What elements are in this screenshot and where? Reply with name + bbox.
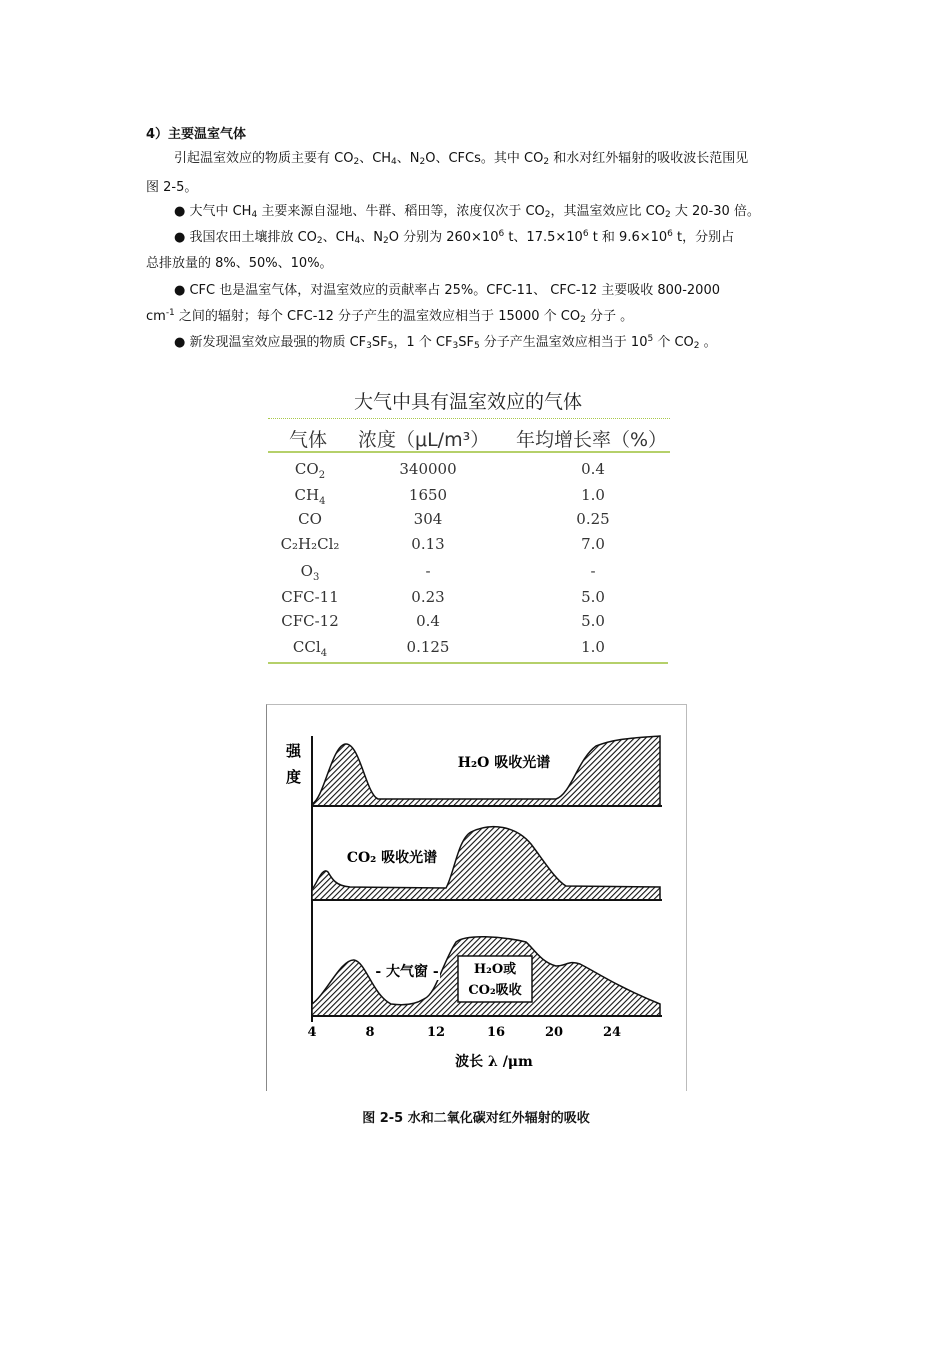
box-label-2: CO₂吸收 [468,983,522,998]
table-cell-growth-rate: 5.0 [581,612,605,630]
x-tick-8: 8 [365,1025,375,1040]
table-cell-growth-rate: 1.0 [581,486,605,504]
table-cell-gas: CFC-11 [281,588,339,606]
table-cell-growth-rate: - [590,562,596,580]
bullet-farmland-emissions-cont: 总排放量的 8%、50%、10%。 [146,256,333,271]
bullet-ch4-sources: ● 大气中 $CH_4$ 主要来源自湿地、牛群、稻田等，浓度仅次于 $CO_2$，其温室效应比 $CO_2$ 大 20-30 倍。 [174,204,760,220]
y-axis-label-2: 度 [286,768,302,786]
x-tick-24: 24 [602,1025,622,1040]
x-tick-20: 20 [544,1025,564,1040]
table-cell-gas: CO [298,510,322,528]
table-cell-concentration: 304 [413,510,443,528]
table-cell-growth-rate: 0.25 [576,510,610,528]
table-cell-gas: $CH_4$ [294,486,326,507]
table-cell-gas: C₂H₂Cl₂ [280,535,340,553]
x-tick-4: 4 [307,1025,317,1040]
x-axis-label: 波长 λ /μm [455,1054,533,1070]
co2-spectrum-label: CO₂ 吸收光谱 [346,850,438,866]
bullet-farmland-emissions: ● 我国农田土壤排放 $CO_2$、$CH_4$、$N_2O$ 分别为 $260\times 10^6$ t、$17.5\times 10^6$ t 和 $9.6\times 10^6$ t，分别占 [174,229,735,246]
table-bottom-rule [268,662,668,664]
table-cell-concentration: 0.125 [406,638,450,656]
table-cell-concentration: 0.4 [416,612,440,630]
table-cell-concentration: - [425,562,431,580]
x-tick-16: 16 [486,1025,506,1040]
atmospheric-window-label: - 大气窗 - [375,964,439,980]
section-heading: 4）主要温室气体 [146,127,247,142]
table-cell-concentration: 0.23 [411,588,445,606]
bullet-cfc: ● CFC 也是温室气体，对温室效应的贡献率占 25%。CFC-11、 CFC-12 主要吸收 800-2000 [174,283,720,298]
table-header-gas: 气体 [289,429,328,451]
absorption-spectrum-figure [266,704,686,1092]
table-cell-gas: CFC-12 [281,612,339,630]
table-cell-growth-rate: 7.0 [581,535,605,553]
table-header-growth-rate: 年均增长率（%） [516,429,668,451]
y-axis-label-1: 强 [286,742,302,760]
intro-paragraph: 引起温室效应的物质主要有 $CO_2$、$CH_4$、$N_2O$、CFCs。其中 $CO_2$ 和水对红外辐射的吸收波长范围见 图 2-5。 [146,151,749,195]
table-cell-concentration: 1650 [408,486,448,504]
table-cell-growth-rate: 5.0 [581,588,605,606]
table-cell-growth-rate: 0.4 [581,460,605,478]
table-cell-gas: CCl$_4$ [292,638,328,659]
bullet-cfc-cont: $cm^{-1}$ 之间的辐射；每个 CFC-12 分子产生的温室效应相当于 15000 个 $CO_2$ 分子 。 [146,308,634,325]
table-header-concentration: 浓度（μL/m³） [358,429,490,451]
x-tick-12: 12 [426,1025,446,1040]
table-cell-concentration: 0.13 [411,535,445,553]
table-top-rule [268,418,670,419]
table-cell-concentration: 340000 [399,460,457,478]
h2o-spectrum-label: H₂O 吸收光谱 [457,755,551,771]
table-cell-growth-rate: 1.0 [581,638,605,656]
table-cell-gas: $CO_2$ [294,460,326,481]
table-cell-gas: $O_3$ [300,562,320,583]
bullet-cf3sf5: ● 新发现温室效应最强的物质 $CF_3SF_5$，1 个 $CF_3SF_5$ 分子产生温室效应相当于 $10^5$ 个 $CO_2$ 。 [174,334,717,351]
table-header-rule [268,451,670,453]
box-label-1: H₂O或 [473,962,517,977]
table-title: 大气中具有温室效应的气体 [353,391,582,413]
figure-caption: 图 2-5 水和二氧化碳对红外辐射的吸收 [362,1111,590,1126]
